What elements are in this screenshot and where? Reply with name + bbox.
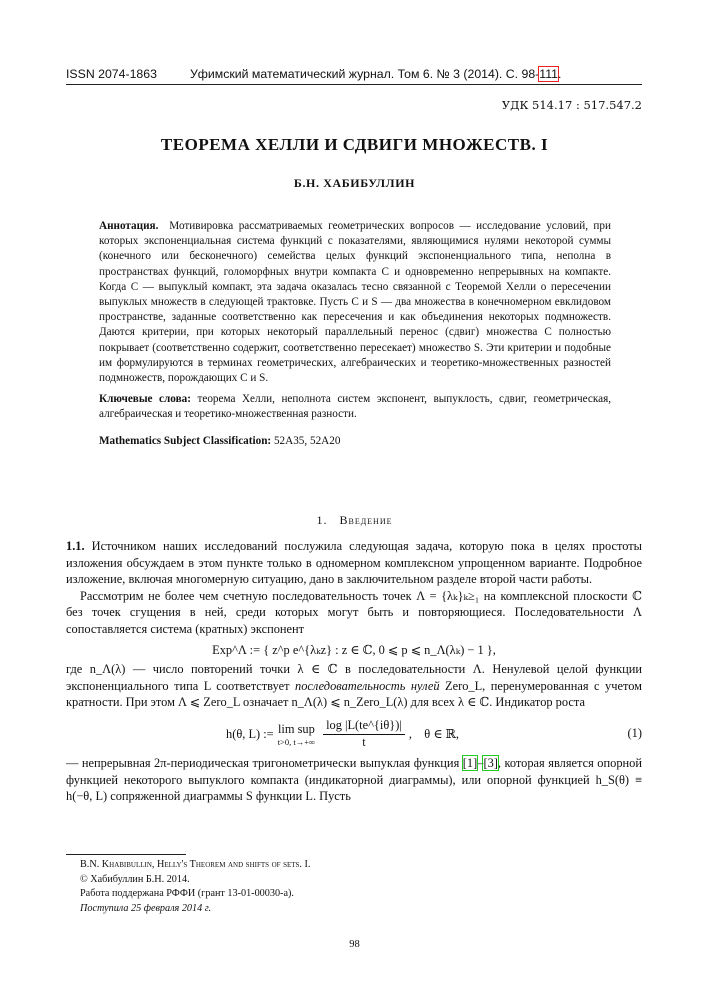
citation-dash: –	[477, 755, 484, 770]
paragraph-label: 1.1.	[66, 539, 85, 553]
paragraph-3	[66, 661, 642, 711]
formula-lhs: h(θ, L) :=	[226, 726, 274, 741]
abstract	[99, 219, 611, 386]
journal-citation-end: .	[557, 67, 562, 81]
formula-rhs: , θ ∈ ℝ,	[408, 726, 459, 741]
udk-code: УДК 514.17 : 517.547.2	[501, 98, 642, 112]
keywords-text: теорема Хелли, неполнота систем экспонент, выпуклость, сдвиг, геометрическая, алгебраическая и теоретико-множественная разности.	[99, 393, 612, 421]
limsup-text: lim sup	[277, 722, 315, 737]
footnote-grant: Работа поддержана РФФИ (грант 13-01-00030-а).	[80, 888, 294, 899]
footnote-english-title: B.N. Khabibullin, Helly's Theorem and shifts of sets. I.	[80, 859, 311, 870]
paragraph-3-text-b: Zero_L, перенумерованная с учетом кратности. При этом Λ ⩽ Zero_L означает n_Λ(λ) ⩽ n_Zero_L(λ) для всех λ ∈ ℂ. Индикатор роста	[66, 678, 642, 710]
body-text	[66, 538, 642, 805]
paragraph-4-text-a: — непрерывная 2π-периодическая тригонометрически выпуклая функция	[66, 755, 463, 770]
fraction-numerator: log |L(te^{iθ})|	[323, 718, 405, 735]
running-header	[66, 66, 642, 85]
fraction-denominator: t	[362, 734, 366, 749]
section-number: 1.	[316, 513, 328, 527]
paragraph-1-text: Источником наших исследований послужила следующая задача, которую пока в целях простоты изложения обсуждаем в этом пункте только в одномерном комплексном упрощенном варианте. Подробное изложение, включая многомерную ситуацию, дано в заключительном разделе второй части работы.	[66, 539, 642, 587]
keywords	[99, 392, 611, 422]
formula-indicator	[66, 715, 642, 753]
footnotes	[66, 854, 642, 916]
footnote-copyright: © Хабибуллин Б.Н. 2014.	[80, 873, 190, 885]
msc-label: Mathematics Subject Classification:	[99, 434, 272, 447]
citation-link-1[interactable]: [1]	[462, 755, 478, 770]
citation-link-3[interactable]: [3]	[483, 755, 498, 770]
paragraph-4	[66, 755, 642, 805]
msc-text: 52A35, 52A20	[273, 434, 341, 447]
last-page-link[interactable]: 111	[539, 67, 558, 81]
formula-exp-system: Exp^Λ := { z^p e^{λₖz} : z ∈ ℂ, 0 ⩽ p ⩽ n_Λ(λₖ) − 1 },	[212, 642, 496, 657]
fraction	[323, 718, 405, 750]
paragraph-1	[66, 538, 642, 588]
equation-number: (1)	[627, 725, 642, 740]
abstract-text: Мотивировка рассматриваемых геометрических вопросов — исследование условий, при которых экспоненциальная система функций с показателями, являющимися нулями некоторой суммы (конечного или бесконечного) семейства целых функций экспоненциального типа, неполна в пространствах функций, голоморфных внутри компакта C и одновременно непрерывных на компакте. Когда C — выпуклый компакт, эта задача оказалась тесно связанной с Теоремой Хелли о пересечении выпуклых множеств в следующей трактовке. Пусть C и S — два множества в конечномерном евклидовом пространстве, заданные соответственно как пересечения и как объединения некоторых подмножеств. Даются критерии, при которых некоторый параллельный перенос (сдвиг) множества C полностью покрывает (соответственно содержит, соответственно пересекает) множество S. Эти критерии и подобные им формулируются в терминах геометрических, алгебраических и теоретико-множественных разностей подмножеств, порождающих C и S.	[99, 220, 612, 385]
limsup-operator	[278, 721, 315, 747]
footnote-rule	[66, 854, 186, 855]
paragraph-2: Рассмотрим не более чем счетную последовательность точек Λ = {λₖ}ₖ≥₁ на комплексной плоскости ℂ без точек сгущения в ней, среди которых могут быть и повторяющиеся. Последовательности Λ сопоставляется система (кратных) экспонент	[66, 588, 642, 636]
msc	[99, 434, 611, 449]
paragraph-4-text-b: , которая является опорной функцией некоторого выпуклого компакта (индикаторной диаграммы), или опорной функцией h_S(θ) ≡ h(−θ, L) сопряженной диаграммы S функции L. Пусть	[66, 755, 642, 804]
section-title-text: Введение	[339, 513, 393, 527]
emphasis-zero-sequence: последовательность нулей	[295, 678, 440, 693]
section-heading	[0, 513, 709, 528]
abstract-label: Аннотация.	[99, 220, 159, 232]
issn: ISSN 2074-1863	[66, 67, 157, 81]
paper-title: ТЕОРЕМА ХЕЛЛИ И СДВИГИ МНОЖЕСТВ. I	[160, 135, 549, 154]
abstract-block	[99, 219, 611, 449]
keywords-label: Ключевые слова:	[99, 393, 191, 406]
limsup-subscript: t>0, t→+∞	[277, 736, 316, 747]
footnote-received: Поступила 25 февраля 2014 г.	[80, 902, 212, 914]
journal-citation: Уфимский математический журнал. Том 6. № 3 (2014). С. 98-	[190, 67, 540, 81]
page-number: 98	[349, 939, 360, 950]
paragraph-3-text-a: где n_Λ(λ) — число повторений точки λ ∈ ℂ в последовательности Λ. Ненулевой целой функции экспоненциального типа L соответствует	[66, 662, 642, 693]
author: Б.Н. ХАБИБУЛЛИН	[293, 176, 416, 190]
